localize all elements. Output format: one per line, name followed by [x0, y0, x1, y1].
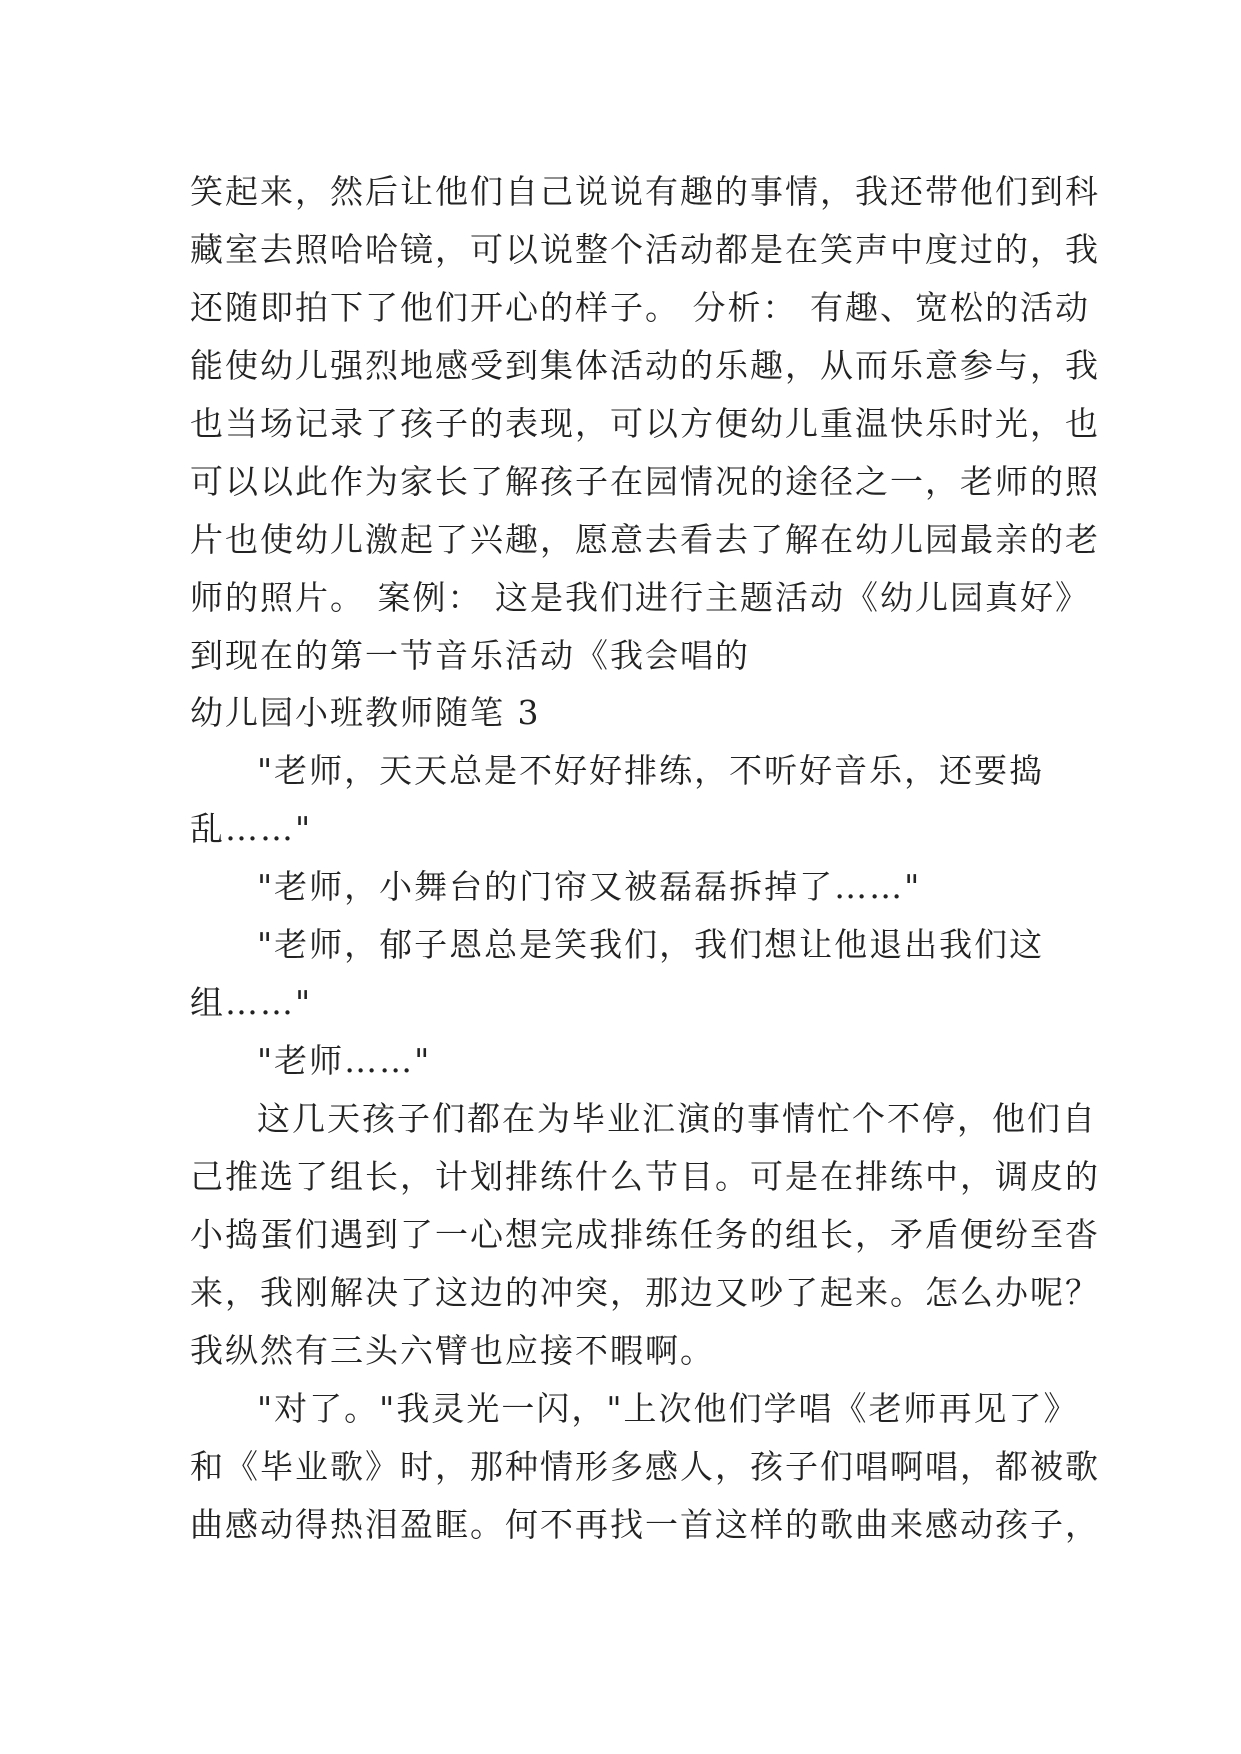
text-line: 己推选了组长，计划排练什么节目。可是在排练中，调皮的: [190, 1157, 1100, 1196]
text-line: 我纵然有三头六臂也应接不暇啊。: [190, 1331, 715, 1370]
text-line: 这几天孩子们都在为毕业汇演的事情忙个不停，他们自: [257, 1099, 1097, 1138]
text-line: 笑起来，然后让他们自己说说有趣的事情，我还带他们到科: [190, 172, 1100, 211]
text-line: 到现在的第一节音乐活动《我会唱的: [190, 636, 750, 675]
text-line: "老师……": [257, 1041, 432, 1080]
text-line: "对了。"我灵光一闪，"上次他们学唱《老师再见了》: [257, 1389, 1079, 1428]
text-line: 乱……": [190, 809, 313, 848]
text-line: 小捣蛋们遇到了一心想完成排练任务的组长，矛盾便纷至沓: [190, 1215, 1100, 1254]
section-heading: 幼儿园小班教师随笔 3: [190, 693, 541, 732]
text-line: 藏室去照哈哈镜，可以说整个活动都是在笑声中度过的，我: [190, 230, 1100, 269]
text-line: 师的照片。 案例： 这是我们进行主题活动《幼儿园真好》: [190, 578, 1090, 617]
text-line: 曲感动得热泪盈眶。何不再找一首这样的歌曲来感动孩子，: [190, 1505, 1100, 1544]
text-line: 还随即拍下了他们开心的样子。 分析： 有趣、宽松的活动: [190, 288, 1090, 327]
text-line: 片也使幼儿激起了兴趣，愿意去看去了解在幼儿园最亲的老: [190, 520, 1100, 559]
text-line: "老师，郁子恩总是笑我们，我们想让他退出我们这: [257, 925, 1045, 964]
text-line: 能使幼儿强烈地感受到集体活动的乐趣，从而乐意参与，我: [190, 346, 1100, 385]
text-line: 也当场记录了孩子的表现，可以方便幼儿重温快乐时光，也: [190, 404, 1100, 443]
text-line: 组……": [190, 983, 313, 1022]
text-line: 和《毕业歌》时，那种情形多感人，孩子们唱啊唱，都被歌: [190, 1447, 1100, 1486]
text-line: "老师，天天总是不好好排练，不听好音乐，还要捣: [257, 751, 1045, 790]
text-line: "老师，小舞台的门帘又被磊磊拆掉了……": [257, 867, 922, 906]
text-line: 可以以此作为家长了解孩子在园情况的途径之一，老师的照: [190, 462, 1100, 501]
text-line: 来，我刚解决了这边的冲突，那边又吵了起来。怎么办呢？: [190, 1273, 1100, 1312]
